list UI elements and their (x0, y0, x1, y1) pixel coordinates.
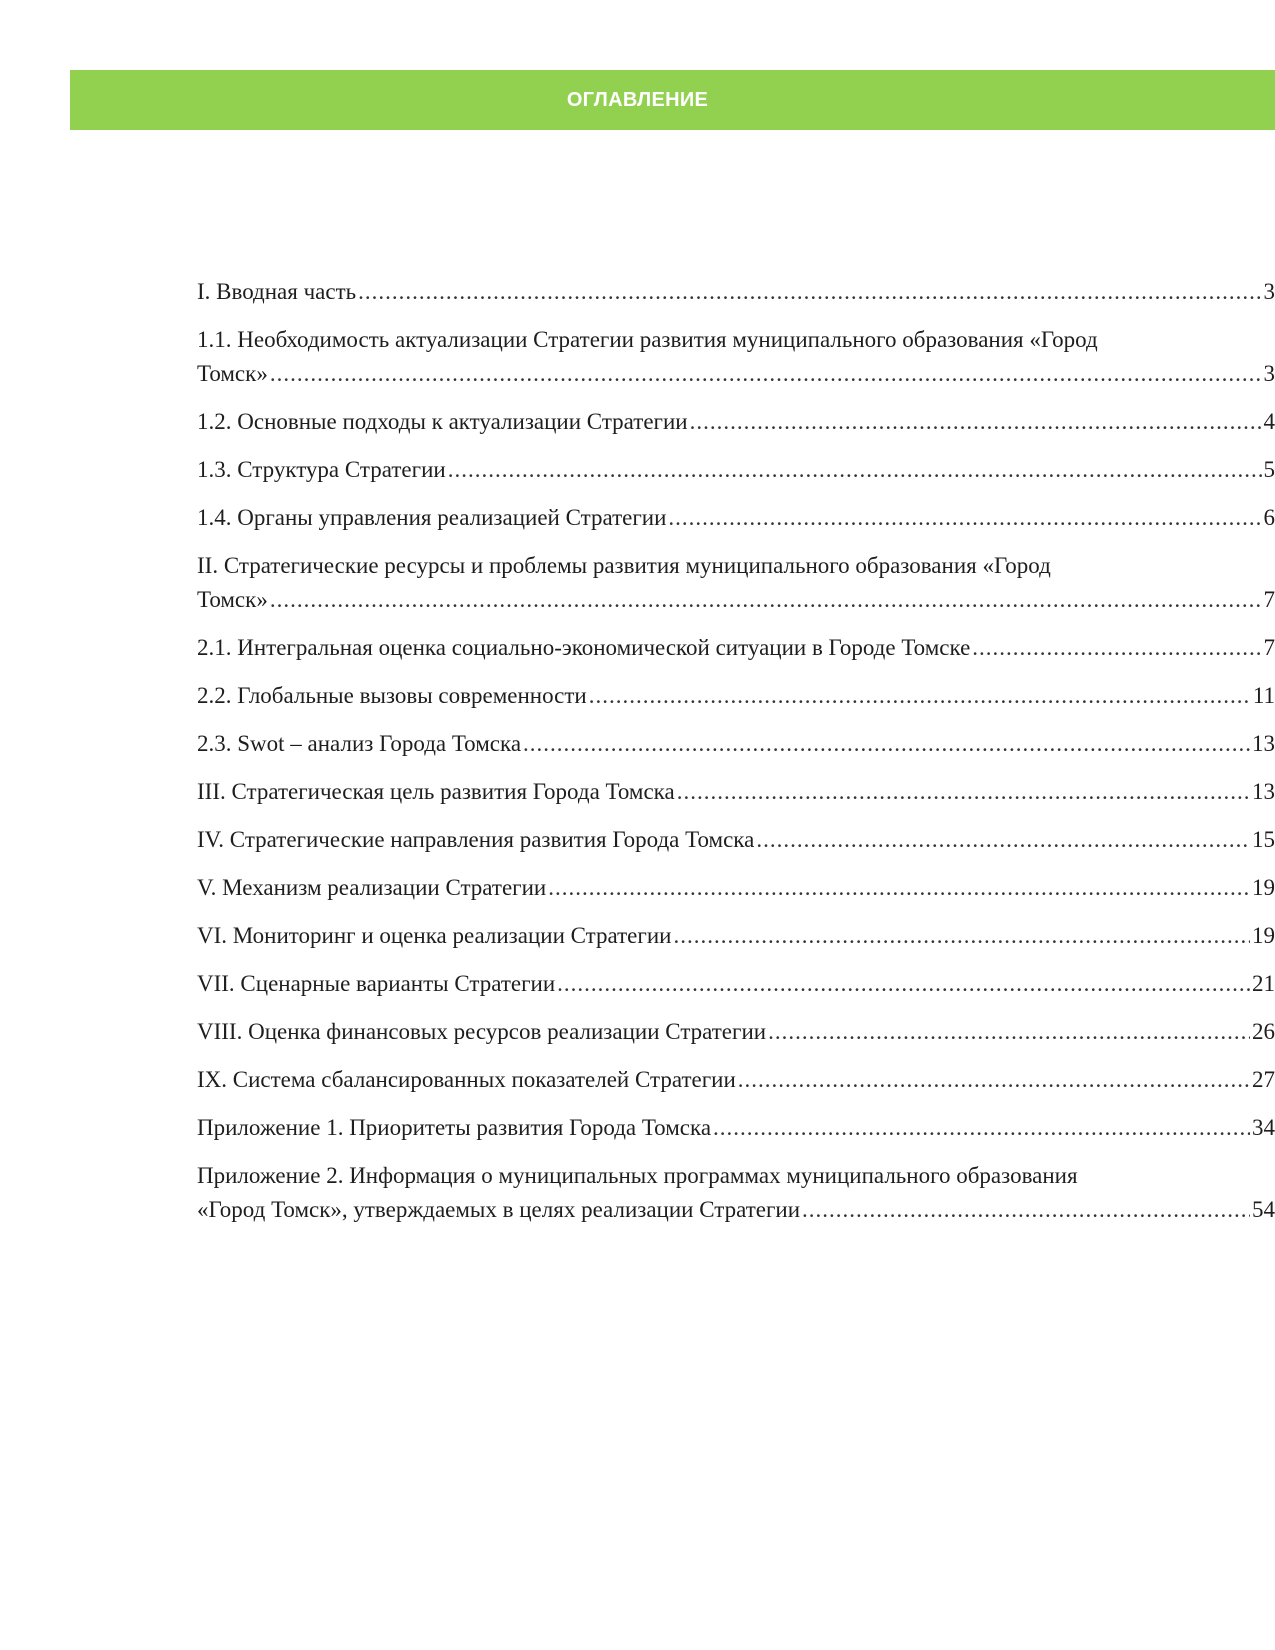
toc-entry-line (197, 775, 1275, 809)
toc-entry[interactable] (197, 453, 1275, 487)
toc-entry[interactable] (197, 549, 1275, 617)
toc-entry[interactable] (197, 775, 1275, 809)
dot-leader (270, 583, 1262, 617)
toc-entry[interactable] (197, 275, 1275, 309)
toc-entry-title: 2.3. Swot – анализ Города Томска (197, 731, 522, 756)
toc-entry-title: VI. Мониторинг и оценка реализации Стратегии (197, 923, 672, 948)
toc-entry-line (197, 1111, 1275, 1145)
dot-leader (589, 679, 1251, 713)
toc-page-number: 13 (1252, 779, 1275, 804)
toc-page-number: 19 (1252, 923, 1275, 948)
dot-leader (768, 1015, 1250, 1049)
toc-entry-title: Приложение 1. Приоритеты развития Города Томска (197, 1115, 712, 1140)
toc-entry-line (197, 453, 1275, 487)
toc-entry-title: «Город Томск», утверждаемых в целях реализации Стратегии (197, 1197, 801, 1222)
toc-entry[interactable] (197, 323, 1275, 391)
toc-entry-title: 1.4. Органы управления реализацией Стратегии (197, 505, 667, 530)
dot-leader (448, 453, 1262, 487)
toc-entry-line (197, 583, 1275, 617)
toc-page-number: 5 (1263, 457, 1275, 482)
dot-leader (668, 501, 1261, 535)
toc-entry-title: VII. Сценарные варианты Стратегии (197, 971, 556, 996)
toc-entry[interactable] (197, 1111, 1275, 1145)
toc-entry[interactable] (197, 919, 1275, 953)
toc-entry-title-line: II. Стратегические ресурсы и проблемы развития муниципального образования «Город (197, 553, 1051, 578)
toc-entry-line (197, 275, 1275, 309)
toc-page-number: 3 (1263, 361, 1275, 386)
dot-leader (358, 275, 1261, 309)
toc-entry-line (197, 823, 1275, 857)
dot-leader (673, 919, 1250, 953)
toc-entry-title: IV. Стратегические направления развития Города Томска (197, 827, 755, 852)
header-bar (70, 70, 1275, 130)
toc-page-number: 13 (1252, 731, 1275, 756)
table-of-contents (197, 275, 1275, 1241)
toc-page-number: 7 (1263, 635, 1275, 660)
toc-page-number: 54 (1252, 1197, 1275, 1222)
toc-entry-line (197, 501, 1275, 535)
dot-leader (270, 357, 1262, 391)
toc-entry[interactable] (197, 501, 1275, 535)
toc-entry-title: Томск» (197, 587, 268, 612)
toc-entry-title: I. Вводная часть (197, 279, 357, 304)
toc-entry-line (197, 357, 1275, 391)
toc-page-number: 4 (1263, 409, 1275, 434)
toc-entry[interactable] (197, 631, 1275, 665)
toc-entry-line (197, 679, 1275, 713)
toc-page-number: 6 (1263, 505, 1275, 530)
toc-entry-title: VIII. Оценка финансовых ресурсов реализации Стратегии (197, 1019, 767, 1044)
toc-entry-title: 1.3. Структура Стратегии (197, 457, 446, 482)
dot-leader (738, 1063, 1250, 1097)
toc-page-number: 34 (1252, 1115, 1275, 1140)
toc-entry-title: 1.2. Основные подходы к актуализации Стратегии (197, 409, 688, 434)
toc-entry-line (197, 727, 1275, 761)
toc-entry[interactable] (197, 967, 1275, 1001)
toc-entry[interactable] (197, 823, 1275, 857)
toc-entry-title: 2.1. Интегральная оценка социально-экономической ситуации в Городе Томске (197, 635, 971, 660)
toc-page-number: 21 (1252, 971, 1275, 996)
dot-leader (523, 727, 1250, 761)
toc-entry-title-line: 1.1. Необходимость актуализации Стратегии развития муниципального образования «Город (197, 327, 1098, 352)
dot-leader (548, 871, 1250, 905)
toc-page-number: 11 (1252, 683, 1275, 708)
dot-leader (802, 1193, 1250, 1227)
dot-leader (557, 967, 1250, 1001)
toc-entry[interactable] (197, 1015, 1275, 1049)
toc-entry-line (197, 919, 1275, 953)
page-title: ОГЛАВЛЕНИЕ (566, 89, 709, 111)
dot-leader (756, 823, 1250, 857)
toc-entry-line (197, 631, 1275, 665)
dot-leader (713, 1111, 1250, 1145)
toc-entry-title: III. Стратегическая цель развития Города Томска (197, 779, 675, 804)
toc-page-number: 27 (1252, 1067, 1275, 1092)
toc-entry[interactable] (197, 871, 1275, 905)
toc-entry-title: Томск» (197, 361, 268, 386)
dot-leader (690, 405, 1262, 439)
toc-entry-line (197, 1063, 1275, 1097)
toc-entry-line (197, 1015, 1275, 1049)
toc-entry-title-line: Приложение 2. Информация о муниципальных программах муниципального образования (197, 1163, 1078, 1188)
toc-page-number: 15 (1252, 827, 1275, 852)
toc-page-number: 7 (1263, 587, 1275, 612)
toc-entry[interactable] (197, 1063, 1275, 1097)
toc-entry[interactable] (197, 727, 1275, 761)
toc-entry-line (197, 967, 1275, 1001)
toc-page-number: 3 (1263, 279, 1275, 304)
toc-entry[interactable] (197, 679, 1275, 713)
toc-entry-line (197, 1193, 1275, 1227)
toc-entry-title: IX. Система сбалансированных показателей Стратегии (197, 1067, 736, 1092)
toc-entry-title: V. Механизм реализации Стратегии (197, 875, 547, 900)
dot-leader (677, 775, 1250, 809)
toc-page-number: 19 (1252, 875, 1275, 900)
dot-leader (972, 631, 1261, 665)
toc-entry-line (197, 405, 1275, 439)
toc-entry-line (197, 871, 1275, 905)
toc-entry[interactable] (197, 405, 1275, 439)
toc-entry-title: 2.2. Глобальные вызовы современности (197, 683, 587, 708)
toc-page-number: 26 (1252, 1019, 1275, 1044)
toc-entry[interactable] (197, 1159, 1275, 1227)
